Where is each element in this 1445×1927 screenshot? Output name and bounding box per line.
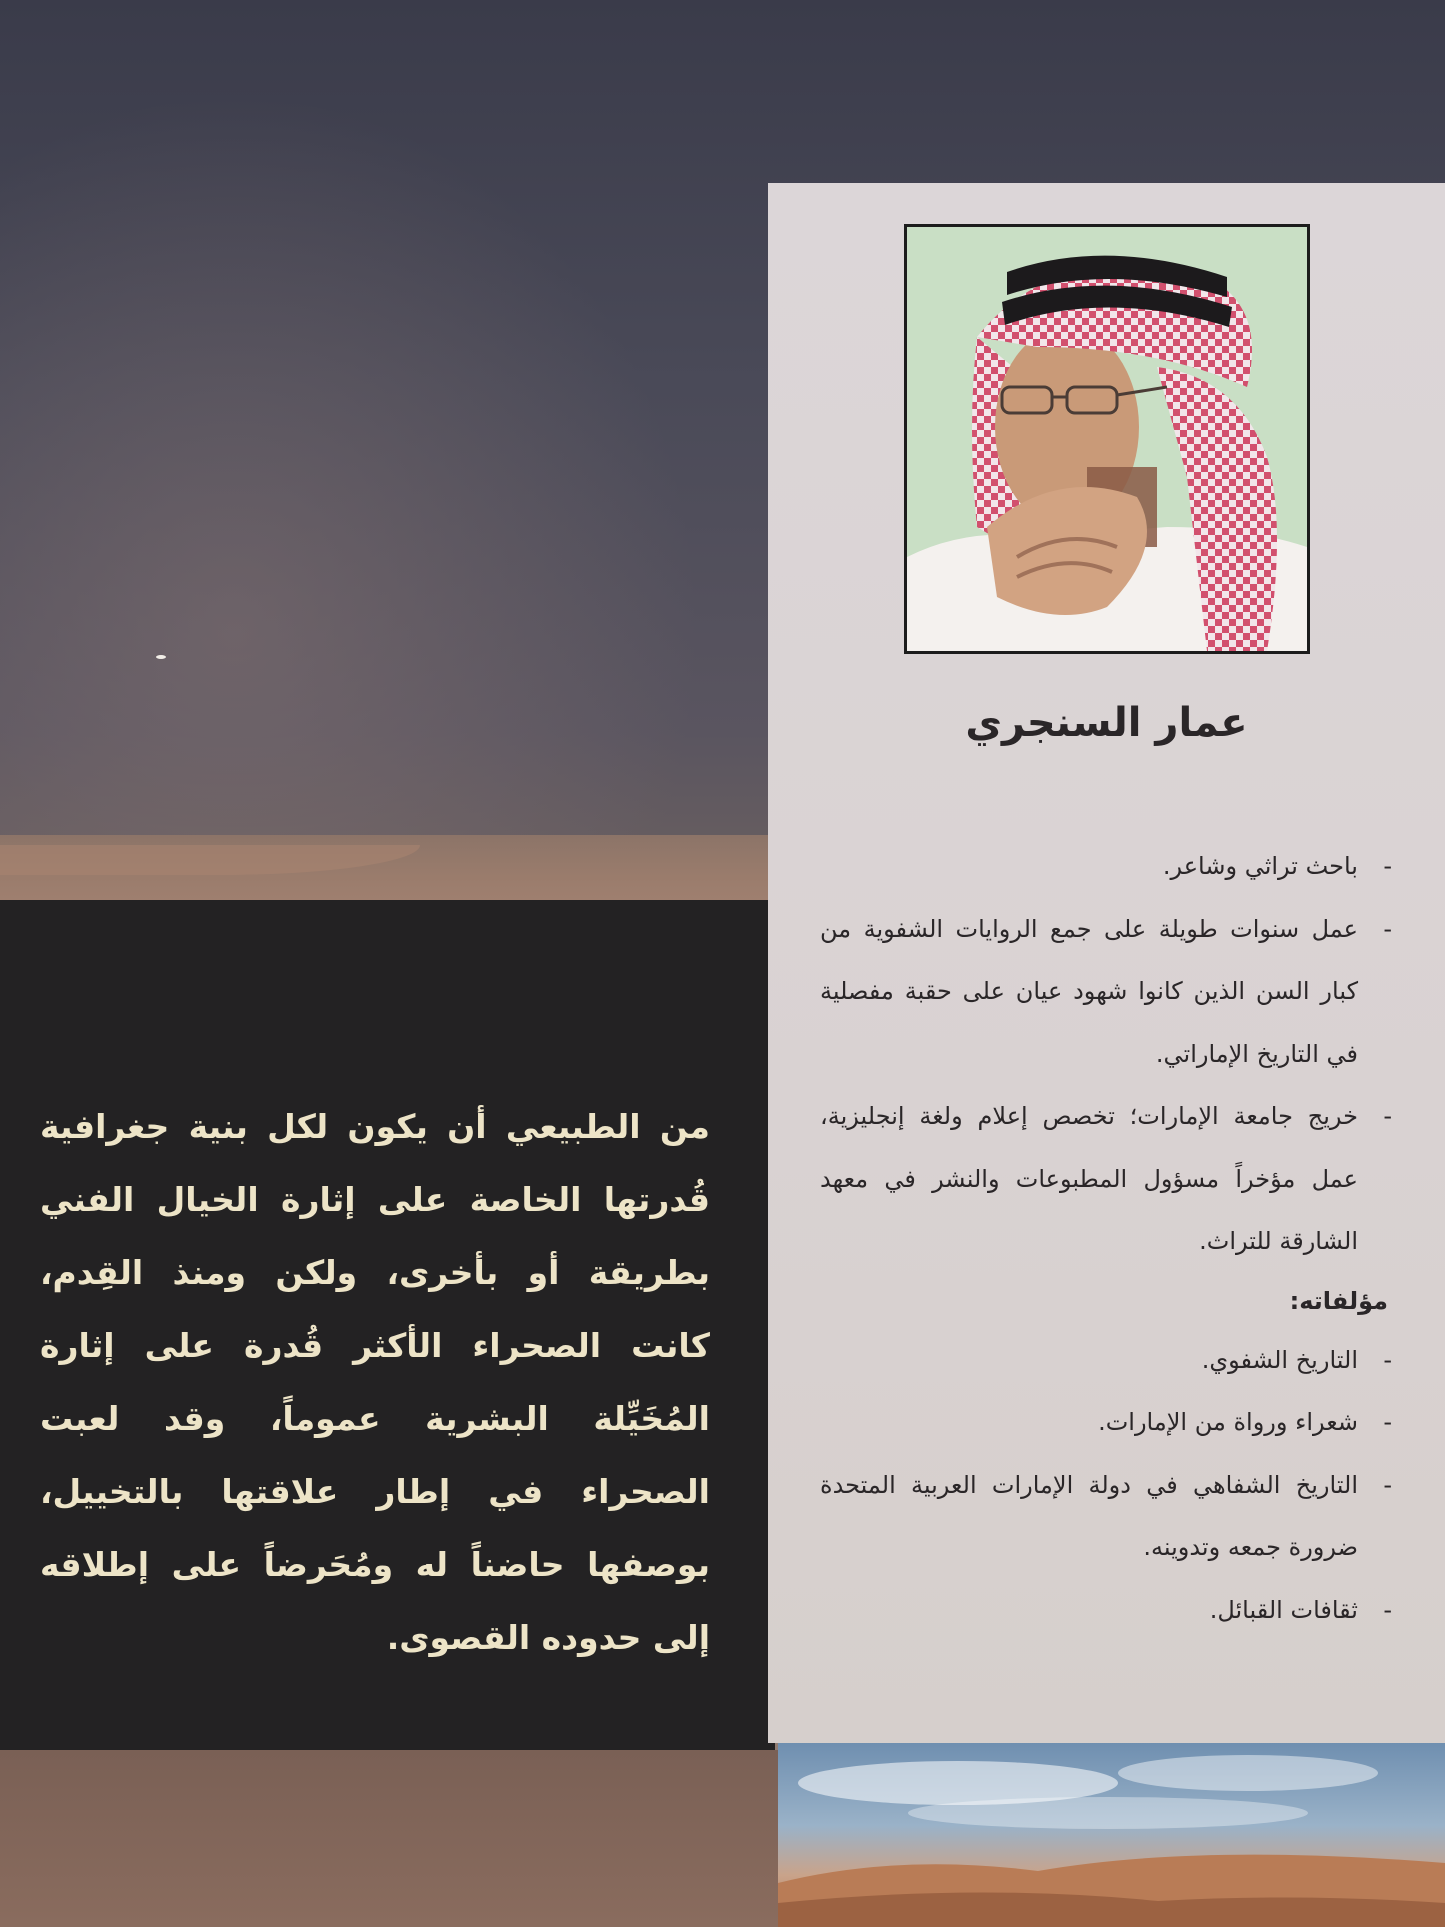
author-photo xyxy=(904,224,1310,654)
work-title: التاريخ الشفاهي في دولة الإمارات العربية المتحدة ضرورة جمعه وتدوينه. xyxy=(820,1470,1358,1561)
bullet-dash: - xyxy=(1383,914,1392,943)
work-item xyxy=(820,1329,1392,1392)
bullet-dash: - xyxy=(1383,1345,1392,1374)
work-title: ثقافات القبائل. xyxy=(1209,1595,1358,1624)
bullet-dash: - xyxy=(1383,852,1392,880)
work-title: التاريخ الشفوي. xyxy=(1201,1345,1358,1374)
work-item xyxy=(820,1391,1392,1454)
bio-text: باحث تراثي وشاعر. xyxy=(1162,852,1358,880)
work-item xyxy=(820,1579,1392,1642)
quote-text: من الطبيعي أن يكون لكل بنية جغرافية قُدرتها الخاصة على إثارة الخيال الفني بطريقة أو بأخرى، ولكن ومنذ القِدم، كانت الصحراء الأكثر قُدرة على إثارة المُخَيِّلة البشرية عموماً، وقد لعبت الصحراء في إطار علاقتها بالتخييل، بوصفها حاضناً له ومُحَرضاً على إطلاقه إلى حدوده القصوى. xyxy=(40,1107,710,1657)
works-heading: مؤلفاته: xyxy=(1289,1286,1388,1315)
sky-background xyxy=(0,0,780,900)
author-portrait-icon xyxy=(907,227,1307,651)
bullet-dash: - xyxy=(1383,1470,1392,1499)
bottom-sand xyxy=(0,1750,780,1927)
bio-text: عمل سنوات طويلة على جمع الروايات الشفوية من كبار السن الذين كانوا شهود عيان على حقبة مفصلية في التاريخ الإماراتي. xyxy=(820,914,1358,1068)
bullet-dash: - xyxy=(1383,1408,1392,1436)
bio-item xyxy=(820,898,1392,1086)
author-name: عمار السنجري xyxy=(965,700,1248,746)
work-item xyxy=(820,1454,1392,1579)
bird-icon xyxy=(156,655,166,659)
bio-text: خريج جامعة الإمارات؛ تخصص إعلام ولغة إنجليزية، عمل مؤخراً مسؤول المطبوعات والنشر في معهد الشارقة للتراث. xyxy=(820,1102,1358,1255)
bio-item xyxy=(820,1085,1392,1273)
bio-item xyxy=(820,835,1392,898)
bullet-dash: - xyxy=(1383,1102,1392,1130)
desert-landscape-icon xyxy=(778,1743,1445,1927)
desert-photo xyxy=(778,1743,1445,1927)
author-bio xyxy=(820,835,1392,1641)
work-title: شعراء ورواة من الإمارات. xyxy=(1098,1408,1358,1436)
bullet-dash: - xyxy=(1383,1595,1392,1624)
